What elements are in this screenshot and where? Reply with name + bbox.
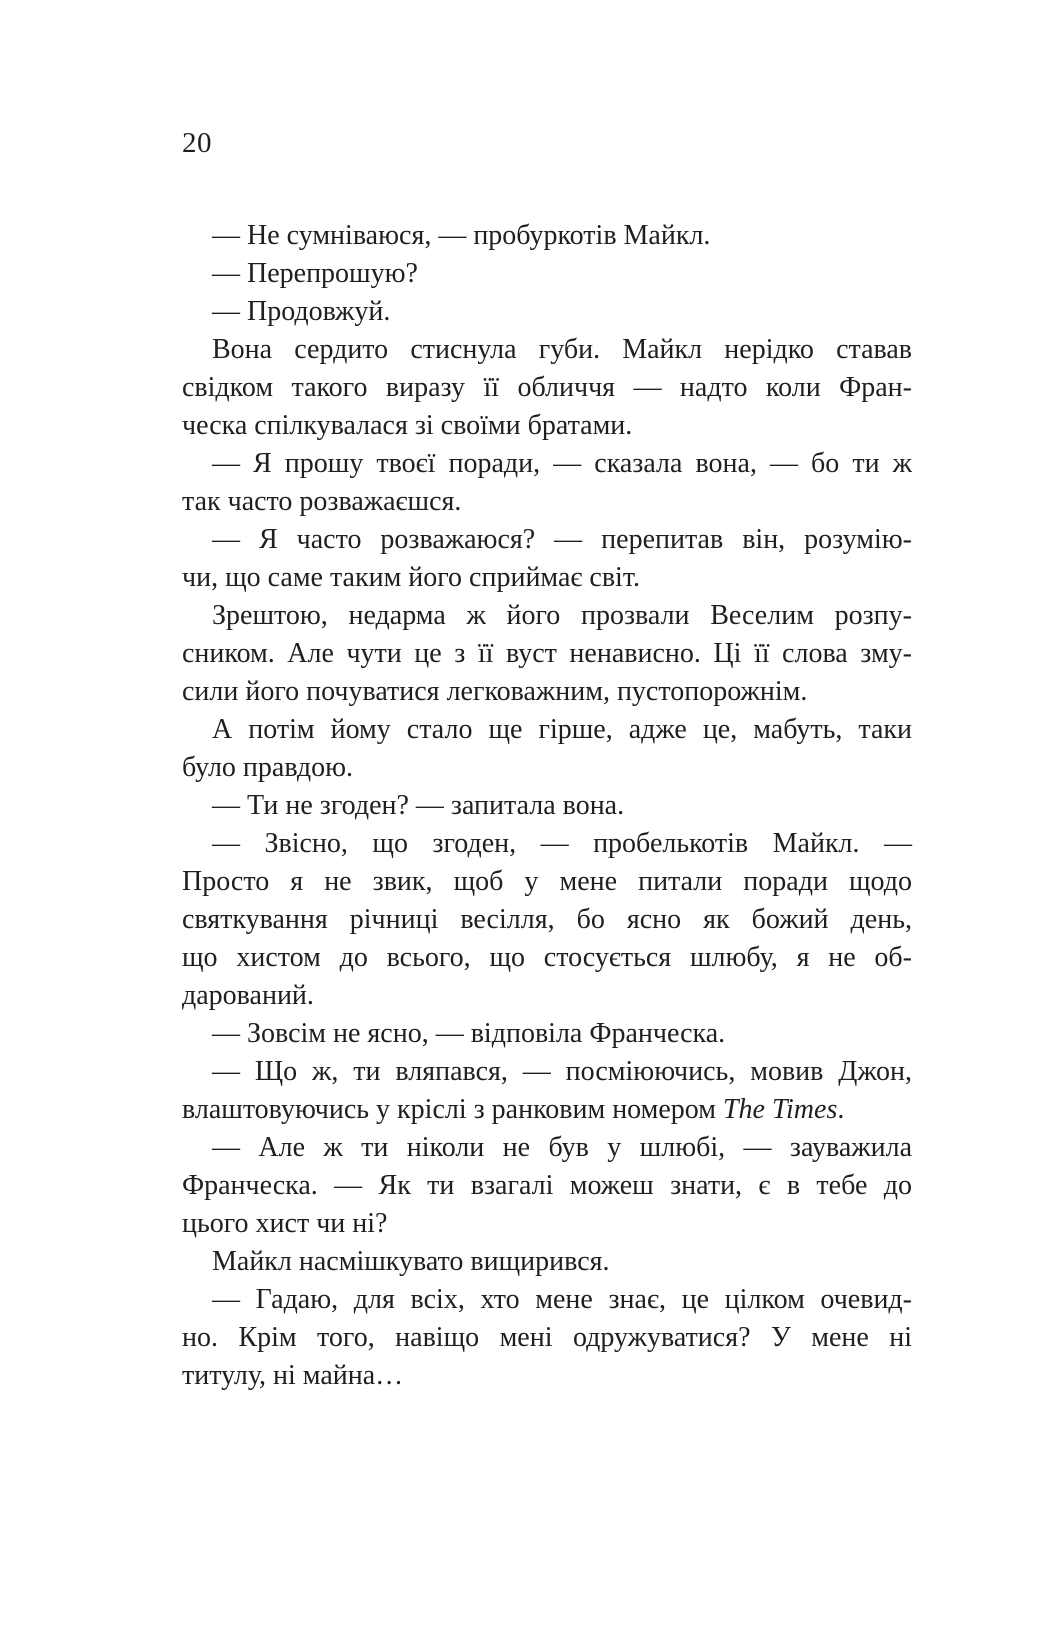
text-line-p5-l1: чи, що саме таким його сприймає світ. — [182, 562, 640, 593]
text-line-p10-l0: — Зовсім не ясно, — відповіла Франческа. — [212, 1018, 726, 1049]
text-line-p4-l0: — Я прошу твоєї поради, — сказала вона, — бо ти ж — [212, 448, 912, 479]
text-line-p14-l2: титулу, ні майна… — [182, 1360, 404, 1391]
text-line-p6-l2: сили його почуватися легковажним, пустопорожнім. — [182, 676, 808, 707]
text-line-p7-l1: було правдою. — [182, 752, 354, 783]
text-line-p6-l0: Зрештою, недарма ж його прозвали Веселим розпу- — [212, 600, 912, 631]
text-line-p2-l0: — Продовжуй. — [212, 296, 391, 327]
text-line-p12-l2: цього хист чи ні? — [182, 1208, 388, 1239]
text-line-p8-l0: — Ти не згоден? — запитала вона. — [212, 790, 625, 821]
text-line-p9-l1: Просто я не звик, щоб у мене питали поради щодо — [182, 866, 912, 897]
text-line-p3-l1: свідком такого виразу її обличчя — надто коли Фран- — [182, 372, 912, 403]
text-line-p11-l0: — Що ж, ти вляпався, — посміюючись, мовив Джон, — [212, 1056, 912, 1087]
page-number: 20 — [182, 127, 212, 159]
text-line-p5-l0: — Я часто розважаюся? — перепитав він, розумію- — [212, 524, 912, 555]
text-line-p12-l0: — Але ж ти ніколи не був у шлюбі, — зауважила — [212, 1132, 912, 1163]
text-line-p14-l0: — Гадаю, для всіх, хто мене знає, це цілком очевид- — [212, 1284, 912, 1315]
text-line-p7-l0: А потім йому стало ще гірше, адже це, мабуть, таки — [212, 714, 912, 745]
text-line-p3-l0: Вона сердито стиснула губи. Майкл нерідко ставав — [212, 334, 912, 365]
text-line-p13-l0: Майкл насмішкувато вищирився. — [212, 1246, 610, 1277]
text-line-p11-l1: влаштовуючись у кріслі з ранковим номером The Times. — [182, 1094, 845, 1125]
text-line-p14-l1: но. Крім того, навіщо мені одружуватися? У мене ні — [182, 1322, 912, 1353]
text-line-p9-l2: святкування річниці весілля, бо ясно як божий день, — [182, 904, 912, 935]
italic-text: The Times — [722, 1094, 838, 1125]
text-line-p3-l2: ческа спілкувалася зі своїми братами. — [182, 410, 633, 441]
text-line-p9-l4: дарований. — [182, 980, 314, 1011]
text-line-p9-l0: — Звісно, що згоден, — пробелькотів Майкл. — — [212, 828, 912, 859]
page-text-block — [182, 217, 912, 1395]
text-line-p6-l1: сником. Але чути це з її вуст ненависно. Ці її слова зму- — [182, 638, 912, 669]
text-line-p1-l0: — Перепрошую? — [212, 258, 418, 289]
text-line-p12-l1: Франческа. — Як ти взагалі можеш знати, є в тебе до — [182, 1170, 912, 1201]
text-line-p4-l1: так часто розважаєшся. — [182, 486, 462, 517]
text-line-p9-l3: що хистом до всього, що стосується шлюбу, я не об- — [182, 942, 912, 973]
text-line-p0-l0: — Не сумніваюся, — пробуркотів Майкл. — [212, 220, 711, 251]
